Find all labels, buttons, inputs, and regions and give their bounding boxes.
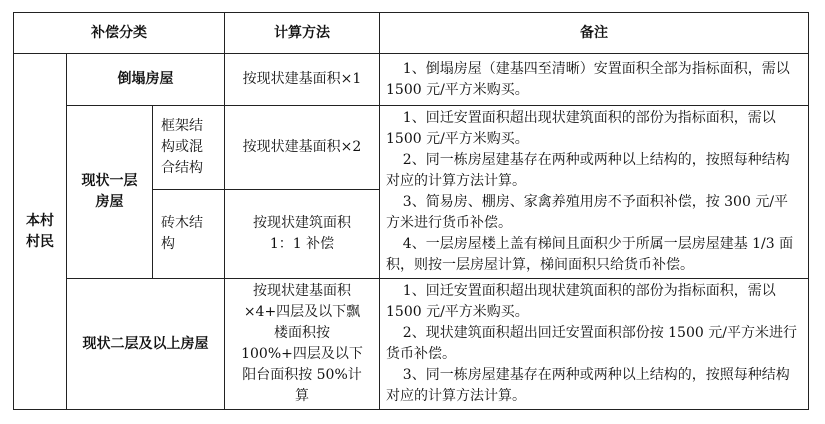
group-label-villagers: 本村村民 (14, 54, 67, 410)
compensation-table (13, 12, 809, 410)
remark-item: 4、一层房屋楼上盖有梯间且面积少于所属一层房屋建基 1/3 面积，则按一层房屋计算，梯间面积只给货币补偿。 (386, 236, 794, 273)
remark-item: 2、同一栋房屋建基存在两种或两种以上结构的，按照每种结构对应的计算方法计算。 (386, 152, 790, 189)
row-collapsed (14, 54, 809, 106)
remark-item: 2、现状建筑面积超出回迁安置面积部份按 1500 元/平方米进行货币补偿。 (386, 325, 797, 362)
method-collapsed: 按现状建基面积×1 (225, 54, 380, 106)
remark-item: 3、同一栋房屋建基存在两种或两种以上结构的，按照每种结构对应的计算方法计算。 (386, 367, 790, 404)
structure-brick: 砖木结构 (153, 190, 225, 279)
row-single-floor-frame (14, 106, 809, 190)
remarks-multi-floor (380, 279, 809, 410)
remark-item: 1、倒塌房屋（建基四至清晰）安置面积全部为指标面积，需以 1500 元/平方米购买。 (386, 60, 790, 98)
method-frame: 按现状建基面积×2 (225, 106, 380, 190)
category-multi-floor: 现状二层及以上房屋 (67, 279, 225, 410)
method-brick-line1: 按现状建筑面积 (253, 215, 351, 232)
remarks-single-floor (380, 106, 809, 279)
method-brick-line2: 1：1 补偿 (269, 236, 335, 253)
remarks-collapsed (380, 54, 809, 106)
remark-item: 3、简易房、棚房、家禽养殖用房不予面积补偿，按 300 元/平方米进行货币补偿。 (386, 194, 789, 231)
category-single-floor: 现状一层房屋 (67, 106, 153, 279)
remark-item: 1、回迁安置面积超出现状建筑面积的部份为指标面积，需以 1500 元/平方米购买。 (386, 110, 776, 147)
header-category: 补偿分类 (14, 13, 225, 54)
method-multi-floor: 按现状建基面积×4+四层及以下飘楼面积按 100%+四层及以下阳台面积按 50%计算 (225, 279, 380, 410)
structure-frame: 框架结构或混合结构 (153, 106, 225, 190)
method-brick (225, 190, 380, 279)
row-multi-floor (14, 279, 809, 410)
header-method: 计算方法 (225, 13, 380, 54)
category-collapsed: 倒塌房屋 (67, 54, 225, 106)
header-remarks: 备注 (380, 13, 809, 54)
remark-item: 1、回迁安置面积超出现状建筑面积的部份为指标面积，需以 1500 元/平方米购买。 (386, 283, 776, 320)
header-row (14, 13, 809, 54)
